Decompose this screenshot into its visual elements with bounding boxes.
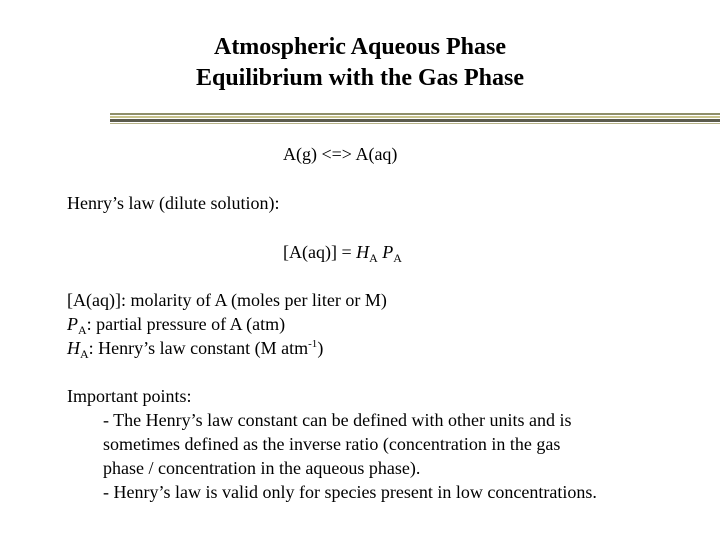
- important-point-line: - The Henry’s law constant can be defined with other units and is: [103, 410, 572, 430]
- ha-subscript: A: [80, 347, 89, 361]
- definition-molarity: [A(aq)]: molarity of A (moles per liter or M): [67, 290, 387, 310]
- divider-line: [110, 123, 720, 124]
- divider-line: [110, 116, 720, 118]
- henry-law-equation: [283, 240, 402, 266]
- equation-h-subscript: A: [369, 251, 378, 265]
- title-divider: [110, 113, 720, 125]
- title-line-2: Equilibrium with the Gas Phase: [195, 65, 525, 91]
- ha-superscript: -1: [308, 338, 318, 350]
- important-point-line: phase / concentration in the aqueous phase).: [103, 458, 421, 478]
- equation-h-symbol: H: [356, 242, 370, 262]
- equation-lhs: [A(aq)] =: [283, 242, 357, 262]
- ha-text: : Henry’s law constant (M atm: [88, 338, 309, 358]
- important-point-line: - Henry’s law is valid only for species present in low concentrations.: [103, 482, 597, 502]
- title-line-1: Atmospheric Aqueous Phase: [213, 34, 507, 60]
- henry-law-heading: Henry’s law (dilute solution):: [67, 193, 280, 213]
- ha-symbol: H: [67, 338, 80, 358]
- divider-line: [110, 113, 720, 115]
- divider-line: [110, 119, 720, 122]
- pa-subscript: A: [78, 323, 87, 337]
- definition-partial-pressure: [67, 312, 285, 338]
- equilibrium-expression: A(g) <=> A(aq): [283, 144, 398, 164]
- ha-close: ): [317, 338, 324, 358]
- pa-text: : partial pressure of A (atm): [86, 314, 286, 334]
- pa-symbol: P: [67, 314, 78, 334]
- equation-p-symbol: P: [382, 242, 394, 262]
- slide-title: [0, 32, 720, 94]
- definition-henry-constant: [67, 336, 323, 363]
- important-point-line: sometimes defined as the inverse ratio (concentration in the gas: [103, 434, 561, 454]
- important-points-heading: Important points:: [67, 386, 192, 406]
- equation-p-subscript: A: [393, 251, 402, 265]
